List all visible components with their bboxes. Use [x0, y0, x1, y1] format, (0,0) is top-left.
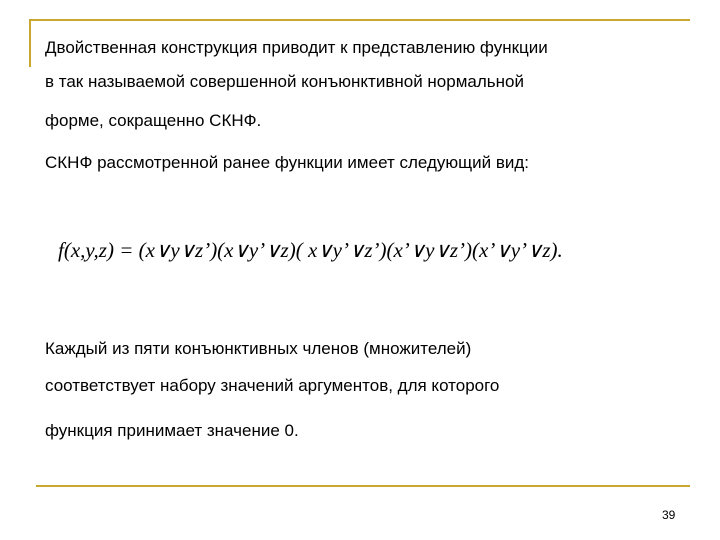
paragraph3-line-3: функция принимает значение 0.	[45, 421, 299, 440]
paragraph3-line-2: соответствует набору значений аргументов, для которого	[45, 376, 500, 395]
paragraph2-text: СКНФ рассмотренной ранее функции имеет следующий вид:	[45, 153, 530, 172]
paragraph1-line-3: форме, сокращенно СКНФ.	[45, 111, 262, 130]
paragraph1-line-2: в так называемой совершенной конъюнктивной нормальной	[45, 72, 524, 91]
bottom-frame-line	[36, 485, 690, 487]
paragraph1-line-1: Двойственная конструкция приводит к представлению функции	[45, 38, 548, 57]
left-frame-line	[29, 19, 31, 67]
paragraph3-line-1: Каждый из пяти конъюнктивных членов (множителей)	[45, 339, 472, 358]
top-frame-line	[30, 19, 690, 21]
page-number: 39	[662, 508, 676, 522]
sknf-formula: f(x,y,z) = (x∨y∨z’)(x∨y’∨z)( x∨y’∨z’)(x’∨y∨z’)(x’∨y’∨z).	[58, 238, 563, 262]
